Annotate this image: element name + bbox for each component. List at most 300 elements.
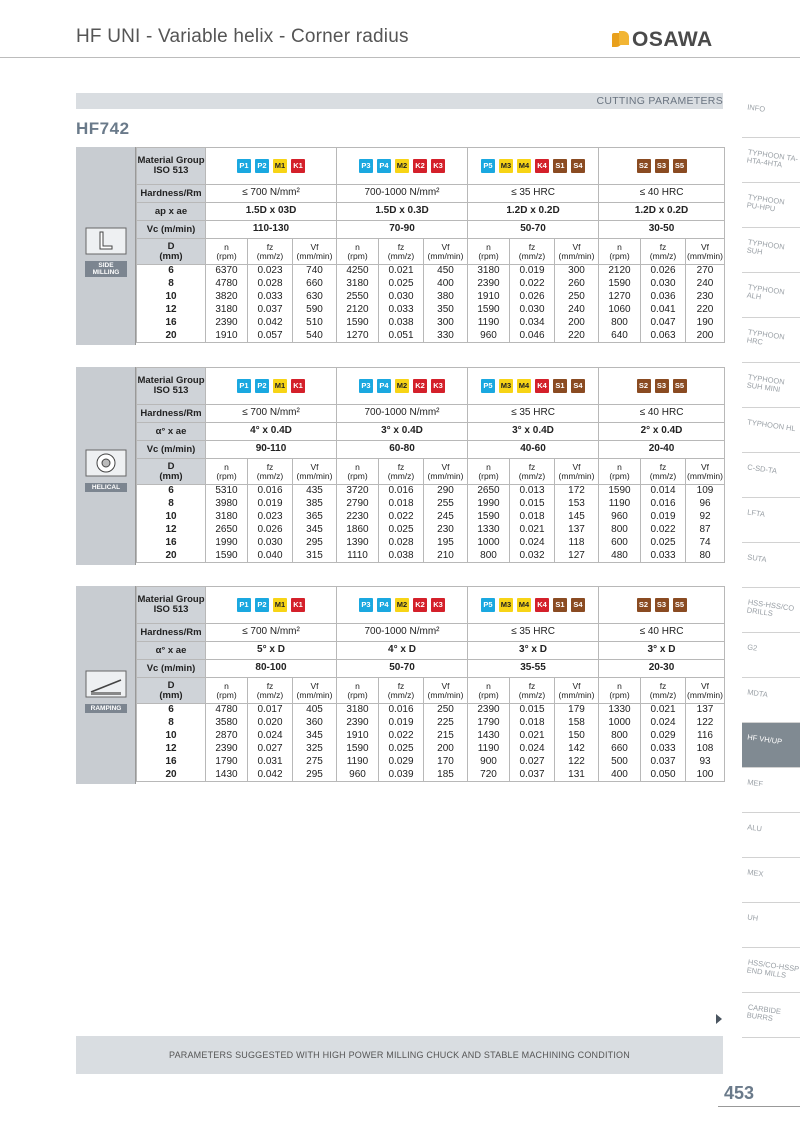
hardness-value: ≤ 700 N/mm² <box>206 405 337 423</box>
value-cell: 0.022 <box>510 278 555 291</box>
material-chip: M4 <box>517 598 531 612</box>
value-cell: 145 <box>555 511 599 524</box>
engagement-value: 1.2D x 0.2D <box>468 203 599 221</box>
material-chip: S2 <box>637 598 651 612</box>
value-cell: 1190 <box>468 743 510 756</box>
value-cell: 0.025 <box>379 743 424 756</box>
feed-per-tooth-header-unit: (mm/z) <box>518 250 546 261</box>
operation-sidebar <box>76 147 136 345</box>
material-chip: M4 <box>517 379 531 393</box>
feed-per-tooth-header <box>248 678 293 704</box>
feed-per-tooth-header-label: fz <box>528 461 536 472</box>
value-cell: 0.025 <box>379 524 424 537</box>
diameter-cell: 20 <box>137 769 206 782</box>
value-cell: 1000 <box>599 717 641 730</box>
value-cell: 1910 <box>337 730 379 743</box>
value-cell: 1910 <box>206 330 248 343</box>
engagement-value: 4° x D <box>337 642 468 660</box>
cutting-speed-row <box>137 660 725 678</box>
parameter-block <box>76 367 724 565</box>
hardness-value: ≤ 700 N/mm² <box>206 624 337 642</box>
material-chip: S5 <box>673 379 687 393</box>
material-group-cell <box>337 368 468 405</box>
value-cell: 400 <box>599 769 641 782</box>
value-cell: 270 <box>686 265 725 278</box>
material-chip: S5 <box>673 159 687 173</box>
value-cell: 0.030 <box>248 537 293 550</box>
value-cell: 131 <box>555 769 599 782</box>
engagement-row <box>137 203 725 221</box>
hardness-value: ≤ 35 HRC <box>468 405 599 423</box>
value-cell: 365 <box>293 511 337 524</box>
feed-rate-header <box>293 459 337 485</box>
next-page-arrow-icon[interactable] <box>716 1014 722 1024</box>
table-row <box>137 756 725 769</box>
material-chip: K1 <box>291 598 305 612</box>
tab-label: HSS-HSS/CO DRILLS <box>746 597 795 619</box>
material-chip: P2 <box>255 598 269 612</box>
feed-rate-header <box>555 678 599 704</box>
material-chip: M2 <box>395 159 409 173</box>
parameters-table <box>136 147 725 343</box>
material-chip: P2 <box>255 159 269 173</box>
spindle-speed-header-label: n <box>355 461 360 472</box>
value-cell: 150 <box>555 730 599 743</box>
value-cell: 1590 <box>468 304 510 317</box>
material-chip: K3 <box>431 598 445 612</box>
value-cell: 0.016 <box>379 485 424 498</box>
value-cell: 1330 <box>599 704 641 717</box>
value-cell: 0.038 <box>379 317 424 330</box>
tab-section[interactable] <box>742 768 800 813</box>
feed-per-tooth-header-label: fz <box>397 461 405 472</box>
material-chip: K2 <box>413 598 427 612</box>
value-cell: 0.024 <box>248 730 293 743</box>
tab-section[interactable] <box>742 363 800 408</box>
value-cell: 315 <box>293 550 337 563</box>
value-cell: 220 <box>686 304 725 317</box>
spindle-speed-header-label: n <box>355 680 360 691</box>
tab-section[interactable] <box>742 318 800 363</box>
spindle-speed-header-unit: (rpm) <box>347 250 368 261</box>
value-cell: 250 <box>555 291 599 304</box>
value-cell: 2390 <box>206 743 248 756</box>
value-cell: 295 <box>293 769 337 782</box>
value-cell: 2230 <box>337 511 379 524</box>
value-cell: 0.017 <box>248 704 293 717</box>
value-cell: 158 <box>555 717 599 730</box>
hardness-value: ≤ 40 HRC <box>599 185 725 203</box>
value-cell: 0.051 <box>379 330 424 343</box>
cutting-speed-value: 50-70 <box>337 660 468 678</box>
value-cell: 900 <box>468 756 510 769</box>
material-chips <box>481 598 585 612</box>
material-chip: M1 <box>273 379 287 393</box>
feed-per-tooth-header <box>510 239 555 265</box>
spindle-speed-header-label: n <box>224 461 229 472</box>
material-chip: P3 <box>359 379 373 393</box>
tab-section[interactable] <box>742 93 800 138</box>
material-chip: P3 <box>359 159 373 173</box>
value-cell: 3180 <box>337 278 379 291</box>
feed-per-tooth-header <box>641 678 686 704</box>
tab-label: TYPHOON HRC <box>746 327 786 347</box>
column-header-row <box>137 459 725 485</box>
tab-section[interactable] <box>742 858 800 903</box>
tab-section[interactable] <box>742 408 800 453</box>
value-cell: 660 <box>293 278 337 291</box>
value-cell: 590 <box>293 304 337 317</box>
diameter-cell: 20 <box>137 330 206 343</box>
feed-rate-header-label: Vf <box>572 461 581 472</box>
spindle-speed-header <box>599 459 641 485</box>
value-cell: 0.057 <box>248 330 293 343</box>
material-chip: S1 <box>553 159 567 173</box>
material-chip: P4 <box>377 598 391 612</box>
engagement-value: 3° x D <box>599 642 725 660</box>
value-cell: 74 <box>686 537 725 550</box>
spindle-speed-header <box>206 459 248 485</box>
spindle-speed-header-label: n <box>355 241 360 252</box>
table-row <box>137 524 725 537</box>
feed-rate-header-unit: (mm/min) <box>558 470 595 481</box>
brand-logo <box>612 28 713 52</box>
feed-per-tooth-header <box>248 459 293 485</box>
diameter-cell: 6 <box>137 485 206 498</box>
value-cell: 510 <box>293 317 337 330</box>
engagement-value: 1.5D x 0.3D <box>337 203 468 221</box>
diameter-cell: 8 <box>137 717 206 730</box>
value-cell: 96 <box>686 498 725 511</box>
value-cell: 0.029 <box>641 730 686 743</box>
value-cell: 1990 <box>206 537 248 550</box>
feed-rate-header <box>686 678 725 704</box>
tab-section[interactable] <box>742 903 800 948</box>
feed-per-tooth-header <box>641 459 686 485</box>
feed-rate-header <box>293 678 337 704</box>
value-cell: 0.022 <box>641 524 686 537</box>
tab-label: TYPHOON PU-HPU <box>746 192 786 214</box>
material-group-cell <box>337 148 468 185</box>
value-cell: 0.019 <box>379 717 424 730</box>
diameter-cell: 16 <box>137 317 206 330</box>
value-cell: 660 <box>599 743 641 756</box>
feed-per-tooth-header-unit: (mm/z) <box>387 689 415 700</box>
hardness-value: ≤ 35 HRC <box>468 185 599 203</box>
tab-section[interactable] <box>742 183 800 228</box>
material-chips <box>359 379 445 393</box>
value-cell: 300 <box>555 265 599 278</box>
value-cell: 350 <box>424 304 468 317</box>
tab-section[interactable] <box>742 678 800 723</box>
value-cell: 0.019 <box>248 498 293 511</box>
material-chip: S4 <box>571 379 585 393</box>
material-chip: K4 <box>535 379 549 393</box>
feed-per-tooth-header-unit: (mm/z) <box>387 470 415 481</box>
value-cell: 1000 <box>468 537 510 550</box>
value-cell: 0.023 <box>248 265 293 278</box>
material-chip: S2 <box>637 379 651 393</box>
material-chips <box>637 159 687 173</box>
value-cell: 380 <box>424 291 468 304</box>
value-cell: 122 <box>555 756 599 769</box>
operation-sidebar <box>76 586 136 784</box>
feed-rate-header-unit: (mm/min) <box>296 689 333 700</box>
value-cell: 190 <box>686 317 725 330</box>
tab-label: TYPHOON SUH <box>746 237 786 257</box>
value-cell: 435 <box>293 485 337 498</box>
value-cell: 1110 <box>337 550 379 563</box>
diameter-header <box>137 459 206 485</box>
hardness-value: ≤ 700 N/mm² <box>206 185 337 203</box>
value-cell: 3180 <box>206 511 248 524</box>
material-group-cell <box>206 587 337 624</box>
cutting-speed-value: 35-55 <box>468 660 599 678</box>
helical-icon <box>85 449 127 492</box>
value-cell: 245 <box>424 511 468 524</box>
value-cell: 2390 <box>206 317 248 330</box>
feed-rate-header-unit: (mm/min) <box>427 250 464 261</box>
operation-label: HELICAL <box>85 483 127 492</box>
diameter-header <box>137 678 206 704</box>
material-chip: K3 <box>431 159 445 173</box>
value-cell: 0.034 <box>510 317 555 330</box>
feed-rate-header-label: Vf <box>700 680 710 691</box>
value-cell: 1860 <box>337 524 379 537</box>
table-row <box>137 265 725 278</box>
tab-section[interactable] <box>742 993 800 1038</box>
tab-label: C-SD-TA <box>746 462 778 476</box>
material-group-cell <box>468 587 599 624</box>
material-group-row <box>137 368 725 405</box>
material-group-row <box>137 148 725 185</box>
material-chips <box>359 159 445 173</box>
table-row <box>137 550 725 563</box>
tab-section[interactable] <box>742 543 800 588</box>
osawa-logo-icon <box>612 31 630 49</box>
feed-per-tooth-header-unit: (mm/z) <box>256 470 284 481</box>
material-chip: M2 <box>395 379 409 393</box>
tab-section[interactable] <box>742 723 800 768</box>
footer-note-text: PARAMETERS SUGGESTED WITH HIGH POWER MILLING CHUCK AND STABLE MACHINING CONDITION <box>169 1050 630 1060</box>
material-chip: K4 <box>535 159 549 173</box>
feed-rate-header <box>424 239 468 265</box>
value-cell: 3820 <box>206 291 248 304</box>
value-cell: 0.021 <box>641 704 686 717</box>
cutting-speed-value: 30-50 <box>599 221 725 239</box>
value-cell: 0.037 <box>641 756 686 769</box>
material-chip: M3 <box>499 159 513 173</box>
spindle-speed-header-unit: (rpm) <box>216 250 237 261</box>
value-cell: 1270 <box>599 291 641 304</box>
material-chip: S5 <box>673 598 687 612</box>
material-chips <box>481 379 585 393</box>
tab-section[interactable] <box>742 453 800 498</box>
tab-section[interactable] <box>742 498 800 543</box>
material-chip: M1 <box>273 159 287 173</box>
material-group-cell <box>337 587 468 624</box>
spindle-speed-header <box>337 678 379 704</box>
spindle-speed-header-unit: (rpm) <box>478 689 499 700</box>
feed-per-tooth-header-unit: (mm/z) <box>518 689 546 700</box>
value-cell: 0.033 <box>641 550 686 563</box>
engagement-value: 1.5D x 03D <box>206 203 337 221</box>
feed-rate-header-label: Vf <box>572 680 581 691</box>
hardness-row <box>137 624 725 642</box>
hardness-value: ≤ 40 HRC <box>599 624 725 642</box>
material-group-cell <box>468 148 599 185</box>
value-cell: 0.013 <box>510 485 555 498</box>
tab-section[interactable] <box>742 948 800 993</box>
tab-section[interactable] <box>742 273 800 318</box>
feed-per-tooth-header-unit: (mm/z) <box>649 470 677 481</box>
diameter-cell: 6 <box>137 704 206 717</box>
value-cell: 0.018 <box>379 498 424 511</box>
material-chip: K4 <box>535 598 549 612</box>
cutting-speed-value: 70-90 <box>337 221 468 239</box>
spindle-speed-header-label: n <box>486 680 491 691</box>
value-cell: 0.026 <box>248 524 293 537</box>
spindle-speed-header-label: n <box>486 461 491 472</box>
diameter-cell: 10 <box>137 291 206 304</box>
feed-rate-header-label: Vf <box>441 461 450 472</box>
value-cell: 0.039 <box>379 769 424 782</box>
value-cell: 0.027 <box>248 743 293 756</box>
tab-label: HF VH/UP <box>746 732 783 747</box>
value-cell: 230 <box>424 524 468 537</box>
material-chip: S3 <box>655 159 669 173</box>
feed-rate-header-label: Vf <box>700 241 710 252</box>
material-chips <box>359 598 445 612</box>
spindle-speed-header-unit: (rpm) <box>216 689 237 700</box>
value-cell: 1790 <box>206 756 248 769</box>
feed-per-tooth-header-label: fz <box>266 241 274 252</box>
tab-section[interactable] <box>742 138 800 183</box>
spindle-speed-header-unit: (rpm) <box>347 689 368 700</box>
table-row <box>137 330 725 343</box>
value-cell: 127 <box>555 550 599 563</box>
value-cell: 3180 <box>337 704 379 717</box>
diameter-cell: 10 <box>137 730 206 743</box>
value-cell: 0.015 <box>510 498 555 511</box>
feed-rate-header-unit: (mm/min) <box>687 470 723 481</box>
cutting-speed-value: 20-30 <box>599 660 725 678</box>
parameter-block <box>76 586 724 784</box>
value-cell: 0.036 <box>641 291 686 304</box>
value-cell: 6370 <box>206 265 248 278</box>
spindle-speed-header-unit: (rpm) <box>609 689 630 700</box>
diameter-header-unit: (mm) <box>159 470 183 482</box>
value-cell: 1590 <box>599 278 641 291</box>
tab-label: MDTA <box>746 687 769 700</box>
material-chip: K2 <box>413 159 427 173</box>
table-row <box>137 304 725 317</box>
value-cell: 290 <box>424 485 468 498</box>
material-chip: S2 <box>637 159 651 173</box>
tab-section[interactable] <box>742 633 800 678</box>
value-cell: 0.028 <box>248 278 293 291</box>
value-cell: 800 <box>599 317 641 330</box>
value-cell: 0.018 <box>510 717 555 730</box>
cutting-speed-row <box>137 441 725 459</box>
feed-rate-header <box>555 239 599 265</box>
value-cell: 0.040 <box>248 550 293 563</box>
value-cell: 800 <box>468 550 510 563</box>
value-cell: 0.024 <box>510 743 555 756</box>
value-cell: 195 <box>424 537 468 550</box>
value-cell: 220 <box>555 330 599 343</box>
value-cell: 5310 <box>206 485 248 498</box>
tab-section[interactable] <box>742 588 800 633</box>
spindle-speed-header <box>337 459 379 485</box>
value-cell: 0.063 <box>641 330 686 343</box>
spindle-speed-header-unit: (rpm) <box>609 250 630 261</box>
value-cell: 0.033 <box>248 291 293 304</box>
table-row <box>137 743 725 756</box>
value-cell: 200 <box>686 330 725 343</box>
value-cell: 0.030 <box>641 278 686 291</box>
tab-label: TYPHOON SUH MINI <box>746 372 786 395</box>
tab-section[interactable] <box>742 228 800 273</box>
feed-rate-header-unit: (mm/min) <box>687 250 723 261</box>
feed-per-tooth-header-unit: (mm/z) <box>256 250 284 261</box>
spindle-speed-header <box>206 239 248 265</box>
material-chip: S1 <box>553 598 567 612</box>
value-cell: 960 <box>599 511 641 524</box>
brand-name: OSAWA <box>632 28 713 51</box>
hardness-label: Hardness/Rm <box>137 185 206 203</box>
feed-rate-header-label: Vf <box>441 241 450 252</box>
tab-label: G2 <box>746 642 758 653</box>
engagement-label: α° x ae <box>137 642 206 660</box>
value-cell: 640 <box>599 330 641 343</box>
operation-sidebar <box>76 367 136 565</box>
value-cell: 0.025 <box>379 278 424 291</box>
cutting-speed-value: 60-80 <box>337 441 468 459</box>
material-chips <box>237 159 305 173</box>
value-cell: 153 <box>555 498 599 511</box>
spindle-speed-header-label: n <box>617 461 622 472</box>
value-cell: 137 <box>555 524 599 537</box>
feed-rate-header-unit: (mm/min) <box>427 689 464 700</box>
engagement-value: 1.2D x 0.2D <box>599 203 725 221</box>
hardness-value: ≤ 35 HRC <box>468 624 599 642</box>
value-cell: 300 <box>424 317 468 330</box>
value-cell: 960 <box>337 769 379 782</box>
value-cell: 0.030 <box>379 291 424 304</box>
value-cell: 2120 <box>337 304 379 317</box>
value-cell: 720 <box>468 769 510 782</box>
value-cell: 4780 <box>206 704 248 717</box>
hardness-value: ≤ 40 HRC <box>599 405 725 423</box>
value-cell: 2650 <box>468 485 510 498</box>
value-cell: 1190 <box>599 498 641 511</box>
value-cell: 100 <box>686 769 725 782</box>
diameter-cell: 12 <box>137 304 206 317</box>
table-row <box>137 704 725 717</box>
value-cell: 1590 <box>206 550 248 563</box>
tab-label: ALU <box>746 822 763 834</box>
material-chips <box>237 379 305 393</box>
value-cell: 385 <box>293 498 337 511</box>
ramping-icon <box>85 670 127 713</box>
tab-section[interactable] <box>742 813 800 858</box>
feed-rate-header-label: Vf <box>310 680 319 691</box>
value-cell: 0.027 <box>510 756 555 769</box>
cutting-speed-value: 40-60 <box>468 441 599 459</box>
column-header-row <box>137 239 725 265</box>
feed-rate-header <box>293 239 337 265</box>
